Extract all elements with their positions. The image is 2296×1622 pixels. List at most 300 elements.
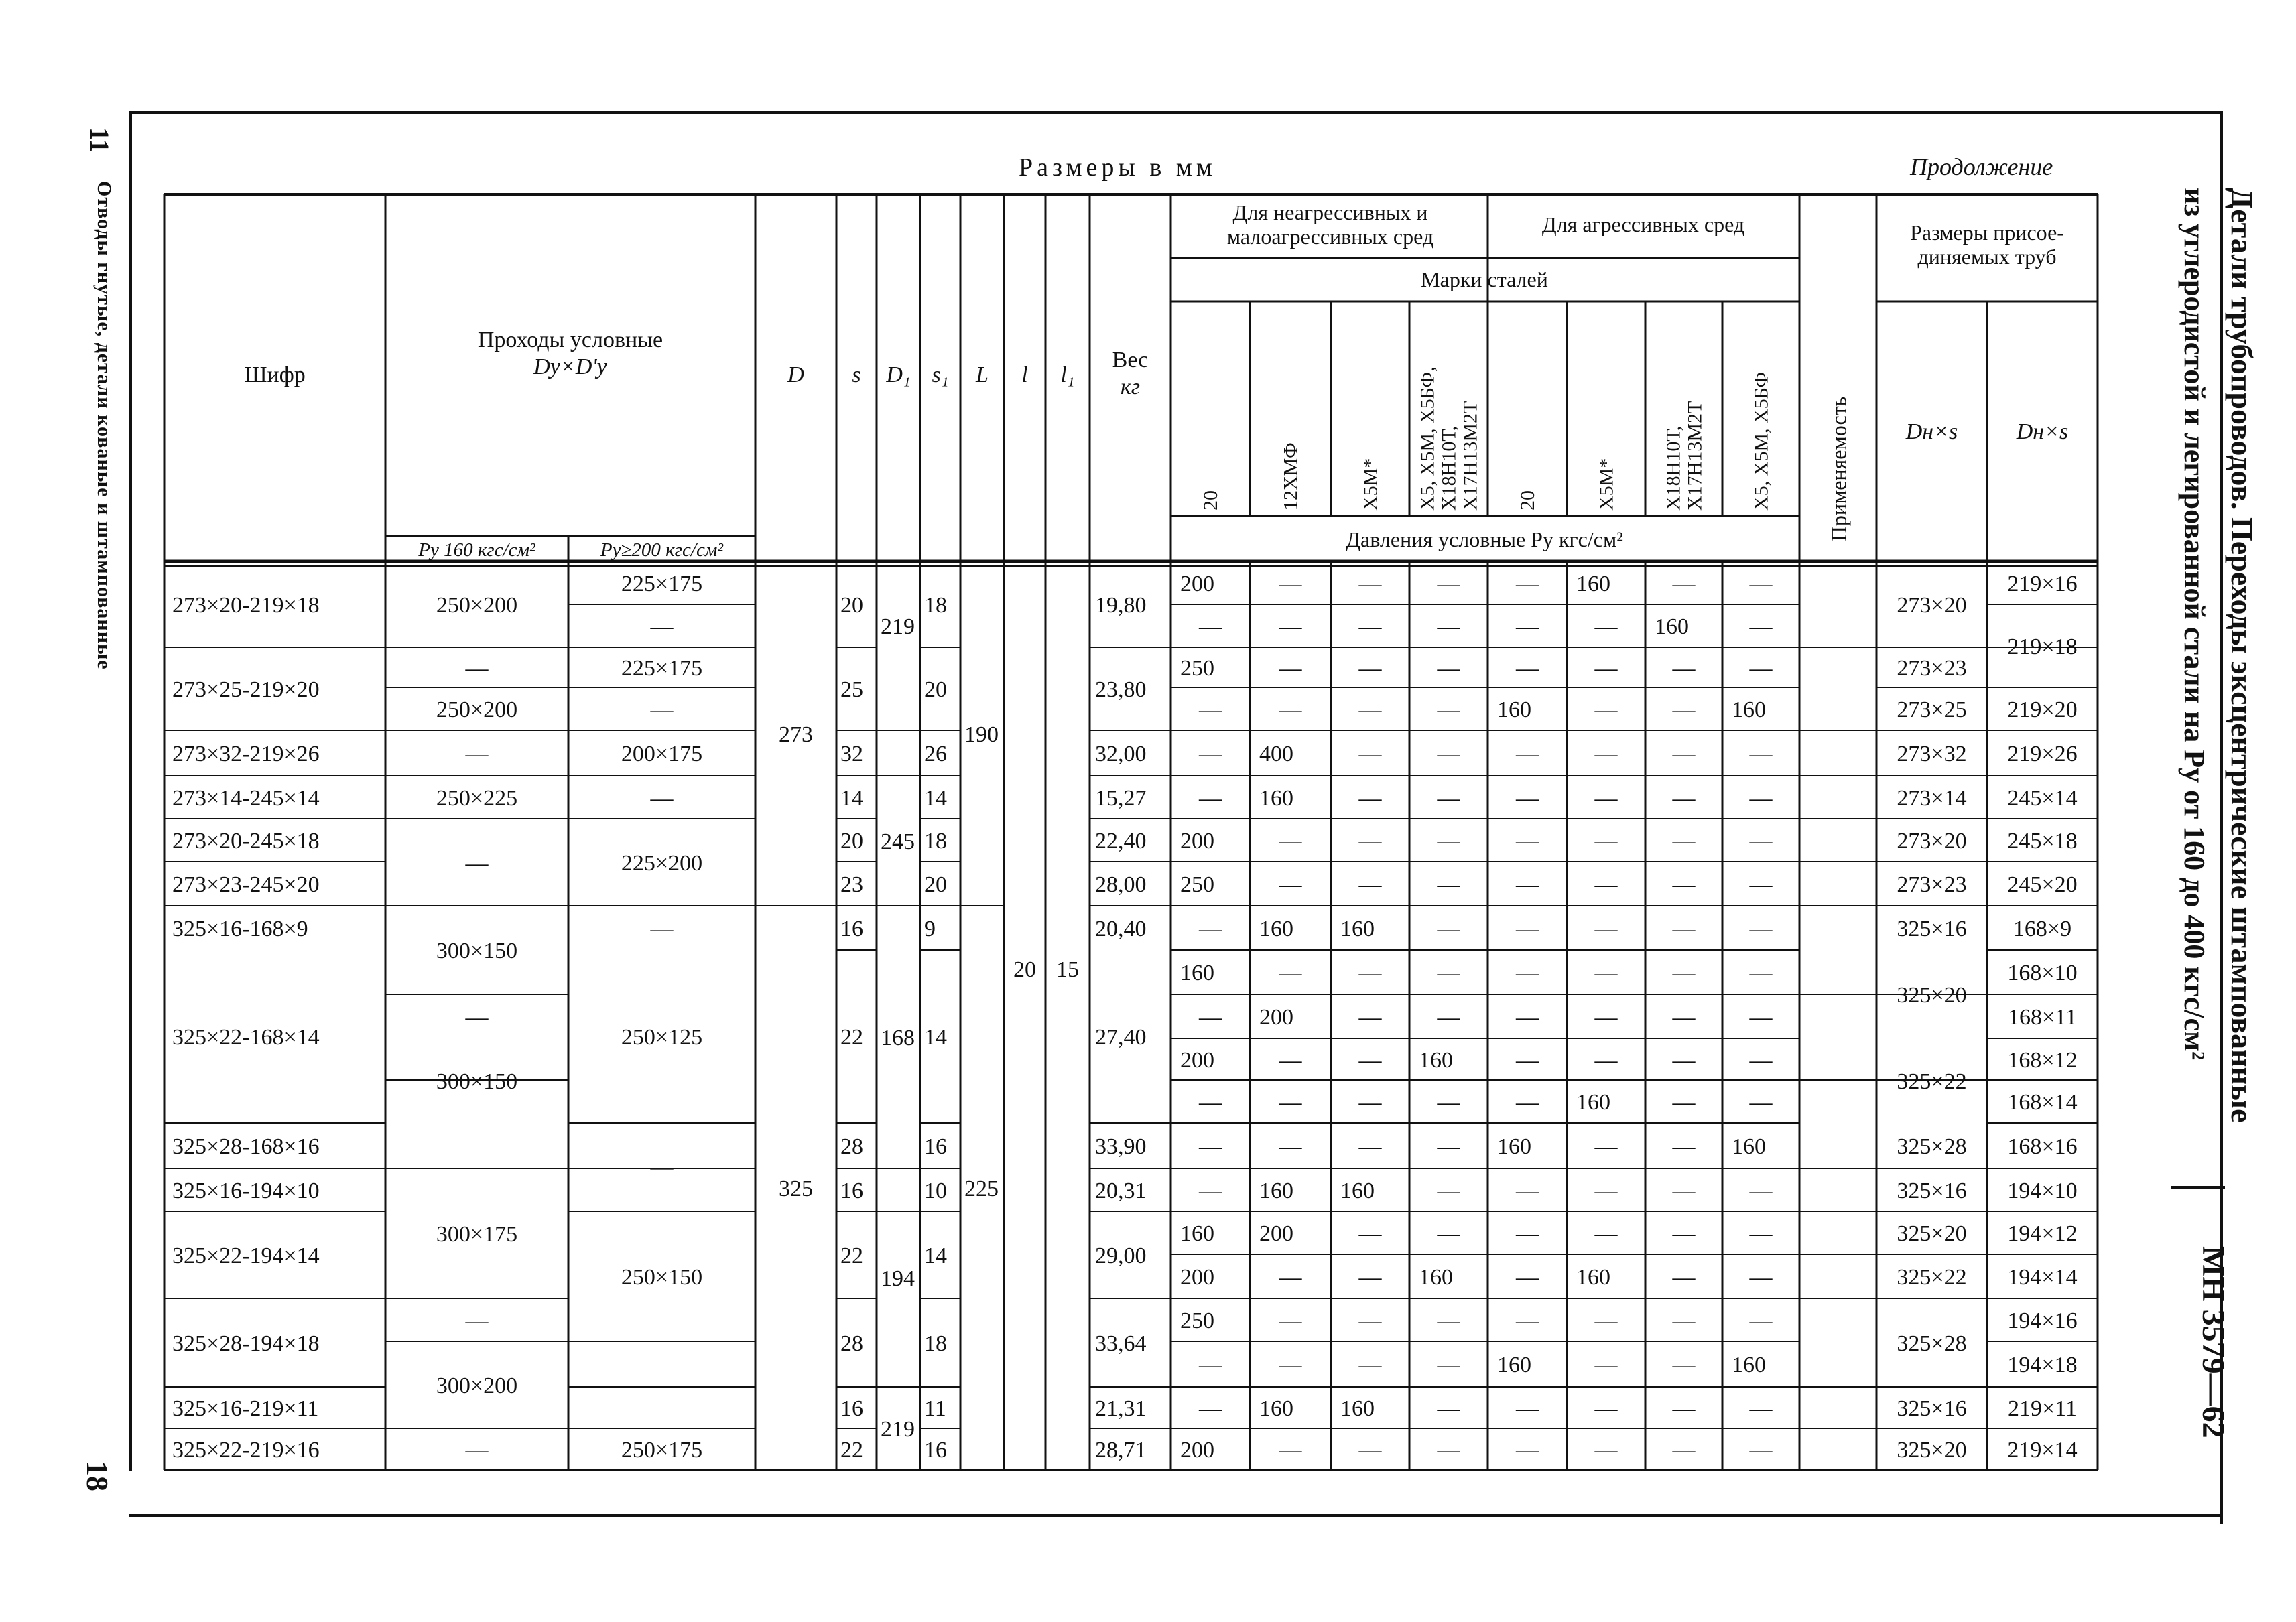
cell-s: 28 [840, 1134, 863, 1159]
col-header-s1: s₁ [932, 362, 949, 387]
cell-pressure: — [1749, 1090, 1773, 1115]
cell-pipe-dn2: 219×18 [2007, 634, 2078, 659]
cell-pressure: — [1672, 571, 1696, 596]
cell-pressure: — [1279, 829, 1302, 854]
cell-pressure: — [1437, 1353, 1460, 1377]
cell-pressure: 200 [1180, 1438, 1214, 1463]
cell-pass-py160: — [465, 851, 489, 876]
cell-pass-py200: 225×200 [621, 851, 703, 876]
cell-pressure: — [1749, 656, 1773, 681]
cell-pressure: — [1279, 697, 1302, 722]
cell-pass-py200: — [650, 1373, 674, 1398]
cell-pressure: — [1594, 1396, 1618, 1421]
cell-pressure: 160 [1732, 1353, 1766, 1377]
col-header-passes: Проходы условные [477, 328, 663, 352]
cell-l: 20 [1013, 957, 1036, 982]
cell-pass-py200: — [650, 786, 674, 811]
cell-pressure: — [1672, 1265, 1696, 1290]
cell-pressure: — [1672, 872, 1696, 897]
cell-pressure: 160 [1732, 1134, 1766, 1159]
cell-pressure: 160 [1259, 917, 1293, 941]
cell-pipe-dn1: 273×25 [1897, 697, 1967, 722]
cell-pass-py200: — [650, 614, 674, 639]
cell-pressure: — [1672, 656, 1696, 681]
cell-pressure: 160 [1732, 697, 1766, 722]
col-header-weight-unit: кг [1120, 375, 1141, 399]
cell-pressure: — [1594, 917, 1618, 941]
cell-pressure: — [1749, 1396, 1773, 1421]
cell-D1: 219 [881, 1417, 915, 1442]
section-number: 11 [84, 127, 115, 153]
cell-pipe-dn1: 325×22 [1897, 1069, 1967, 1094]
cell-shifr: 273×23-245×20 [172, 872, 320, 897]
cell-pressure: 160 [1576, 571, 1610, 596]
cell-pass-py160: 250×225 [436, 786, 518, 811]
cell-pipe-dn2: 219×11 [2008, 1396, 2077, 1421]
cell-pressure: — [1437, 656, 1460, 681]
col-header-s: s [852, 362, 861, 387]
cell-pressure: — [1672, 917, 1696, 941]
cell-l1: 15 [1056, 957, 1079, 982]
cell-pressure: — [1594, 1221, 1618, 1246]
cell-weight: 19,80 [1095, 593, 1147, 618]
cell-pipe-dn2: 219×14 [2007, 1438, 2078, 1463]
cell-pressure: — [1279, 1308, 1302, 1333]
cell-shifr: 325×28-194×18 [172, 1331, 320, 1356]
cell-pressure: — [1279, 872, 1302, 897]
cell-s: 22 [840, 1025, 863, 1050]
cell-pressure: — [1672, 1308, 1696, 1333]
cell-pressure: — [1749, 614, 1773, 639]
cell-pass-py160: 250×200 [436, 593, 518, 618]
col-header-weight: Вес [1112, 348, 1149, 373]
cell-pass-py200: 225×175 [621, 656, 703, 681]
cell-s: 22 [840, 1438, 863, 1463]
cell-pressure: — [1358, 1221, 1382, 1246]
cell-pressure: — [1358, 1090, 1382, 1115]
cell-pass-py200: — [650, 697, 674, 722]
cell-pass-py200: 250×175 [621, 1438, 703, 1463]
cell-pressure: — [1358, 961, 1382, 986]
cell-pressure: — [1437, 571, 1460, 596]
cell-pressure: 250 [1180, 872, 1214, 897]
cell-pressure: — [1358, 1265, 1382, 1290]
cell-pressure: 200 [1180, 829, 1214, 854]
cell-pressure: — [1358, 1134, 1382, 1159]
cell-L: 190 [964, 722, 999, 747]
cell-s1: 18 [924, 829, 947, 854]
cell-pressure: — [1749, 1048, 1773, 1073]
cell-pressure: — [1749, 1005, 1773, 1030]
cell-pressure: — [1672, 1438, 1696, 1463]
cell-s1: 16 [924, 1134, 947, 1159]
cell-s1: 18 [924, 1331, 947, 1356]
col-header-D: D [787, 362, 804, 387]
cell-pressure: — [1437, 961, 1460, 986]
cell-s1: 11 [924, 1396, 946, 1421]
cell-pass-py160: — [465, 1438, 489, 1463]
cell-pressure: — [1749, 571, 1773, 596]
cell-pressure: — [1199, 614, 1222, 639]
cell-shifr: 273×25-219×20 [172, 677, 320, 702]
cell-D1: 194 [881, 1266, 915, 1291]
cell-pipe-dn1: 325×28 [1897, 1331, 1967, 1356]
cell-pipe-dn2: 168×12 [2007, 1048, 2078, 1073]
col-header-l1: l₁ [1060, 362, 1075, 387]
cell-pipe-dn2: 245×14 [2007, 786, 2078, 811]
cell-pressure: — [1358, 742, 1382, 766]
cell-pass-py200: — [650, 917, 674, 941]
cell-pipe-dn2: 168×16 [2007, 1134, 2078, 1159]
cell-pressure: 250 [1180, 656, 1214, 681]
steel-grade-label: Х5, Х5М, Х5БФ [1750, 371, 1773, 511]
cell-pressure: — [1749, 872, 1773, 897]
cell-pressure: — [1358, 1005, 1382, 1030]
cell-pressure: — [1749, 829, 1773, 854]
cell-pass-py200: 225×175 [621, 571, 703, 596]
cell-pressure: 200 [1180, 1265, 1214, 1290]
cell-pass-py160: — [465, 742, 489, 766]
cell-pressure: 160 [1259, 1396, 1293, 1421]
cell-pressure: — [1594, 1353, 1618, 1377]
cell-pressure: — [1279, 571, 1302, 596]
cell-pressure: 160 [1576, 1265, 1610, 1290]
cell-pressure: — [1516, 1438, 1539, 1463]
cell-pressure: — [1358, 614, 1382, 639]
cell-pass-py200: — [650, 1156, 674, 1180]
cell-pipe-dn2: 219×20 [2007, 697, 2078, 722]
cell-pipe-dn1: 325×20 [1897, 1438, 1967, 1463]
cell-pressure: 160 [1180, 961, 1214, 986]
cell-pressure: — [1594, 961, 1618, 986]
cell-pipe-dn2: 168×11 [2008, 1005, 2077, 1030]
cell-pressure: — [1199, 1134, 1222, 1159]
cell-pressure: 160 [1259, 1178, 1293, 1203]
cell-s1: 9 [924, 917, 936, 941]
cell-pipe-dn2: 219×26 [2007, 742, 2078, 766]
cell-pressure: 200 [1259, 1221, 1293, 1246]
cell-pipe-dn1: 325×16 [1897, 1396, 1967, 1421]
cell-s1: 26 [924, 742, 947, 766]
cell-pressure: — [1437, 742, 1460, 766]
cell-pressure: — [1358, 872, 1382, 897]
standard-code: МН 3579—62 [2195, 1246, 2231, 1438]
cell-D-273: 273 [779, 722, 813, 747]
document-title-line2: из углеродистой и легированной стали на Pу от 160 до 400 кгс/см² [2178, 188, 2211, 1061]
cell-pressure: — [1516, 1221, 1539, 1246]
group-header-pipe-sizes-2: диняемых труб [1917, 245, 2057, 269]
cell-pressure: — [1516, 917, 1539, 941]
cell-s: 32 [840, 742, 863, 766]
cell-pass-py160: — [465, 1005, 489, 1030]
cell-pipe-dn2: 245×20 [2007, 872, 2078, 897]
cell-weight: 33,90 [1095, 1134, 1147, 1159]
cell-pressure: 160 [1340, 1178, 1375, 1203]
cell-pressure: — [1594, 1178, 1618, 1203]
cell-pressure: — [1279, 1048, 1302, 1073]
cell-pass-py160: 300×150 [436, 1069, 518, 1094]
cell-pipe-dn1: 273×14 [1897, 786, 1967, 811]
cell-pressure: — [1516, 614, 1539, 639]
cell-pass-py160: 300×175 [436, 1222, 518, 1247]
col-header-py200: Pу≥200 кгс/см² [600, 539, 724, 561]
steel-grade-label: Х17Н13М2Т [1683, 401, 1706, 511]
cell-pressure: 160 [1576, 1090, 1610, 1115]
cell-shifr: 325×22-194×14 [172, 1243, 320, 1268]
cell-pressure: 160 [1340, 1396, 1375, 1421]
cell-pressure: — [1516, 1308, 1539, 1333]
cell-pressure: — [1437, 1005, 1460, 1030]
document-title-line1: Детали трубопроводов. Переходы эксцентрические штампованные [2225, 188, 2259, 1123]
cell-pressure: — [1279, 1353, 1302, 1377]
cell-shifr: 273×20-245×18 [172, 829, 320, 854]
cell-s: 28 [840, 1331, 863, 1356]
cell-pressure: — [1437, 1090, 1460, 1115]
cell-pressure: — [1516, 1005, 1539, 1030]
cell-pressure: — [1672, 1048, 1696, 1073]
cell-pipe-dn1: 273×23 [1897, 656, 1967, 681]
cell-pressure: — [1358, 1353, 1382, 1377]
cell-pressure: — [1437, 1308, 1460, 1333]
cell-pipe-dn2: 194×18 [2007, 1353, 2078, 1377]
cell-pressure: — [1749, 786, 1773, 811]
cell-pressure: — [1279, 656, 1302, 681]
cell-pressure: — [1516, 961, 1539, 986]
col-header-L: L [976, 362, 988, 387]
cell-pressure: — [1594, 1308, 1618, 1333]
cell-pressure: 200 [1180, 1048, 1214, 1073]
cell-pipe-dn1: 325×20 [1897, 1221, 1967, 1246]
cell-pressure: — [1279, 614, 1302, 639]
cell-s1: 20 [924, 872, 947, 897]
col-header-py160: Pу 160 кгс/см² [418, 539, 535, 561]
cell-pressure: — [1672, 1134, 1696, 1159]
cell-pressure: — [1516, 829, 1539, 854]
cell-pressure: — [1437, 1438, 1460, 1463]
steel-grade-label: Х18Н10Т, [1438, 425, 1460, 511]
cell-shifr: 325×16-168×9 [172, 917, 308, 941]
cell-pressure: — [1516, 872, 1539, 897]
cell-pressure: — [1358, 1438, 1382, 1463]
cell-pressure: — [1358, 656, 1382, 681]
cell-pass-py160: 250×200 [436, 697, 518, 722]
cell-pressure: — [1437, 614, 1460, 639]
group-header-pipe-sizes: Размеры присое- [1910, 220, 2064, 245]
cell-pipe-dn1: 325×20 [1897, 983, 1967, 1008]
cell-pipe-dn1: 273×23 [1897, 872, 1967, 897]
cell-weight: 23,80 [1095, 677, 1147, 702]
cell-pass-py200: 200×175 [621, 742, 703, 766]
cell-D1: 219 [881, 614, 915, 639]
cell-pressure: — [1437, 786, 1460, 811]
cell-pipe-dn2: 245×18 [2007, 829, 2078, 854]
cell-pipe-dn1: 273×20 [1897, 593, 1967, 618]
cell-s: 16 [840, 917, 863, 941]
cell-pipe-dn1: 325×28 [1897, 1134, 1967, 1159]
cell-shifr: 325×16-219×11 [172, 1396, 319, 1421]
cell-weight: 33,64 [1095, 1331, 1147, 1356]
cell-pressure: — [1672, 697, 1696, 722]
cell-pipe-dn1: 325×16 [1897, 1178, 1967, 1203]
group-header-nonaggressive-2: малоагрессивных сред [1226, 224, 1434, 249]
cell-pressure: — [1749, 917, 1773, 941]
cell-pressure: — [1749, 1308, 1773, 1333]
cell-pressure: — [1358, 786, 1382, 811]
cell-pressure: — [1594, 614, 1618, 639]
cell-pressure: — [1749, 1221, 1773, 1246]
cell-pressure: — [1199, 1353, 1222, 1377]
cell-pressure: — [1199, 1005, 1222, 1030]
cell-s: 22 [840, 1243, 863, 1268]
cell-shifr: 273×20-219×18 [172, 593, 320, 618]
cell-s: 16 [840, 1396, 863, 1421]
cell-pressure: — [1516, 656, 1539, 681]
cell-pressure: — [1279, 1438, 1302, 1463]
cell-shifr: 273×14-245×14 [172, 786, 320, 811]
cell-pressure: — [1672, 786, 1696, 811]
cell-pressure: — [1199, 1396, 1222, 1421]
cell-pressure: 160 [1419, 1265, 1453, 1290]
cell-pressure: — [1199, 1090, 1222, 1115]
cell-pressure: — [1672, 829, 1696, 854]
cell-s: 20 [840, 593, 863, 618]
cell-pressure: — [1594, 1048, 1618, 1073]
cell-pressure: — [1749, 1178, 1773, 1203]
cell-weight: 32,00 [1095, 742, 1147, 766]
cell-pressure: — [1199, 742, 1222, 766]
group-header-nonaggressive: Для неагрессивных и [1232, 200, 1428, 224]
cell-pressure: — [1672, 742, 1696, 766]
col-header-shifr: Шифр [244, 362, 306, 387]
cell-weight: 15,27 [1095, 786, 1147, 811]
cell-pressure: — [1437, 829, 1460, 854]
cell-pressure: — [1437, 1134, 1460, 1159]
cell-pressure: — [1437, 1221, 1460, 1246]
cell-pressure: — [1199, 697, 1222, 722]
cell-L: 225 [964, 1176, 999, 1201]
cell-pass-py160: — [465, 1308, 489, 1333]
cell-pressure: — [1279, 1090, 1302, 1115]
cell-weight: 20,31 [1095, 1178, 1147, 1203]
cell-pipe-dn2: 168×9 [2013, 917, 2072, 941]
continuation-label: Продолжение [1910, 153, 2053, 180]
cell-weight: 28,00 [1095, 872, 1147, 897]
cell-pressure: — [1594, 1438, 1618, 1463]
cell-pressure: — [1199, 917, 1222, 941]
steel-grade-label: 20 [1200, 490, 1222, 511]
cell-pressure: 160 [1419, 1048, 1453, 1073]
col-header-D1: D₁ [886, 362, 911, 387]
cell-s1: 10 [924, 1178, 947, 1203]
cell-pressure: — [1594, 742, 1618, 766]
cell-shifr: 325×16-194×10 [172, 1178, 320, 1203]
cell-pressure: — [1358, 1048, 1382, 1073]
cell-pressure: — [1594, 1005, 1618, 1030]
cell-shifr: 325×22-219×16 [172, 1438, 320, 1463]
cell-s1: 14 [924, 786, 947, 811]
cell-pressure: — [1594, 656, 1618, 681]
cell-weight: 28,71 [1095, 1438, 1147, 1463]
cell-pipe-dn2: 168×14 [2007, 1090, 2078, 1115]
cell-pressure: 160 [1655, 614, 1689, 639]
cell-weight: 21,31 [1095, 1396, 1147, 1421]
cell-shifr: 325×28-168×16 [172, 1134, 320, 1159]
cell-pressure: — [1358, 697, 1382, 722]
cell-D-325: 325 [779, 1176, 813, 1201]
cell-pressure: — [1516, 742, 1539, 766]
cell-pipe-dn2: 194×12 [2007, 1221, 2078, 1246]
cell-pressure: — [1199, 786, 1222, 811]
steel-grade-label: Х5М* [1595, 458, 1618, 511]
cell-pressure: — [1437, 917, 1460, 941]
cell-pressure: — [1516, 1396, 1539, 1421]
cell-pressure: — [1594, 872, 1618, 897]
cell-pressure: — [1594, 829, 1618, 854]
cell-pressure: 160 [1497, 1134, 1531, 1159]
cell-pass-py160: 300×200 [436, 1373, 518, 1398]
cell-pressure: — [1358, 829, 1382, 854]
cell-pressure: 200 [1259, 1005, 1293, 1030]
cell-pipe-dn1: 325×16 [1897, 917, 1967, 941]
steel-grade-label: Х5М* [1359, 458, 1382, 511]
col-header-dn2: Dн×s [2016, 419, 2069, 444]
cell-pressure: — [1672, 961, 1696, 986]
cell-s1: 18 [924, 593, 947, 618]
cell-pressure: — [1516, 1090, 1539, 1115]
cell-s1: 16 [924, 1438, 947, 1463]
cell-pressure: — [1749, 742, 1773, 766]
col-header-l: l [1021, 362, 1028, 387]
group-header-pressures: Давления условные Pу кгс/см² [1346, 527, 1623, 551]
cell-pressure: — [1516, 1048, 1539, 1073]
cell-pressure: 200 [1180, 571, 1214, 596]
cell-pressure: — [1516, 1178, 1539, 1203]
steel-grade-label: Х17Н13М2Т [1459, 401, 1482, 511]
cell-weight: 29,00 [1095, 1243, 1147, 1268]
cell-pressure: 160 [1259, 786, 1293, 811]
cell-pressure: — [1672, 1090, 1696, 1115]
cell-pass-py200: 250×150 [621, 1265, 703, 1290]
cell-pressure: — [1516, 571, 1539, 596]
cell-pressure: — [1199, 1178, 1222, 1203]
cell-pressure: — [1437, 1396, 1460, 1421]
cell-pressure: — [1672, 1353, 1696, 1377]
section-title: Отводы гнутые, детали кованые и штампованные [93, 181, 115, 670]
cell-pressure: — [1749, 961, 1773, 986]
cell-s1: 14 [924, 1025, 947, 1050]
cell-pressure: — [1749, 1438, 1773, 1463]
cell-pressure: — [1672, 1221, 1696, 1246]
cell-pipe-dn2: 194×14 [2007, 1265, 2078, 1290]
page-number: 18 [80, 1461, 115, 1491]
cell-pressure: — [1279, 1265, 1302, 1290]
cell-weight: 20,40 [1095, 917, 1147, 941]
cell-s1: 20 [924, 677, 947, 702]
cell-pressure: — [1672, 1005, 1696, 1030]
cell-pressure: — [1516, 786, 1539, 811]
cell-D1: 245 [881, 829, 915, 854]
cell-pressure: — [1672, 1396, 1696, 1421]
group-header-steel-grades: Марки сталей [1421, 267, 1548, 291]
cell-pressure: — [1516, 1265, 1539, 1290]
col-header-applicability: Применяемость [1826, 396, 1851, 542]
cell-pass-py160: — [465, 656, 489, 681]
cell-pass-py200: 250×125 [621, 1025, 703, 1050]
col-header-dn1: Dн×s [1905, 419, 1958, 444]
cell-s: 23 [840, 872, 863, 897]
steel-grade-label: 12ХМФ [1279, 442, 1302, 511]
cell-pipe-dn1: 273×32 [1897, 742, 1967, 766]
